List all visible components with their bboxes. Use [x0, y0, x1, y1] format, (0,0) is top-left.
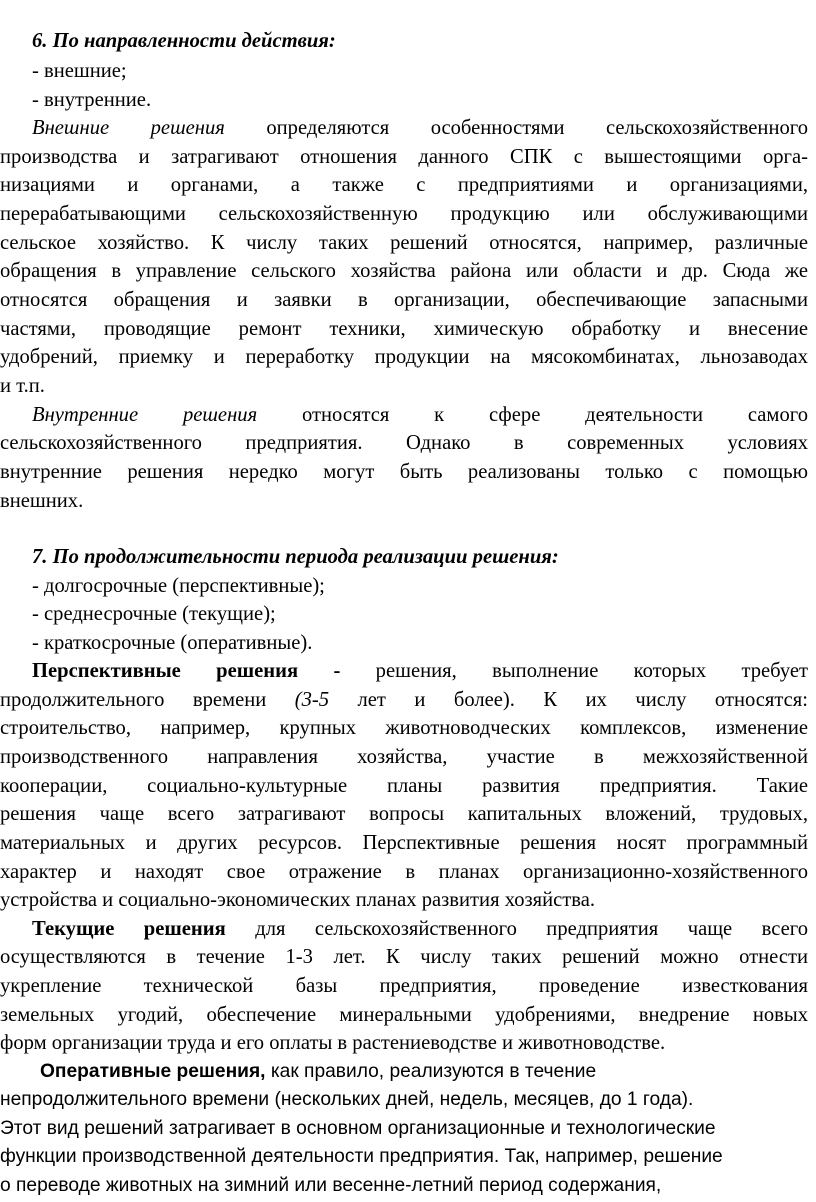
text-line: частями, проводящие ремонт техники, химическую обработку и внесение — [0, 318, 808, 340]
text-line: производственного направления хозяйства, участие в межхозяйственной — [0, 746, 808, 768]
text-line: сельское хозяйство. К числу таких решений относятся, например, различные — [0, 232, 808, 254]
text-line: строительство, например, крупных животноводческих комплексов, изменение — [0, 717, 808, 739]
text-line: внутренние решения нередко могут быть реализованы только с помощью — [0, 461, 808, 483]
term-external-decisions: Внешние решения — [32, 117, 225, 139]
text-span: лет и более). К их числу относятся: — [329, 689, 808, 711]
list-item-short-term: - краткосрочные (оперативные). — [32, 632, 313, 654]
text-span: (3-5 — [294, 689, 330, 711]
text-line: удобрений, приемку и переработку продукции на мясокомбинатах, льнозаводах — [0, 346, 808, 368]
text-line: перерабатывающими сельскохозяйственную продукцию или обслуживающими — [0, 203, 808, 225]
text-line: осуществляются в течение 1-3 лет. К числу таких решений можно отнести — [0, 946, 808, 968]
text-line: сельскохозяйственного предприятия. Однако в современных условиях — [0, 432, 808, 454]
text-line: характер и находят свое отражение в планах организационно-хозяйственного — [0, 861, 808, 883]
text-span: продолжительного времени — [0, 689, 295, 711]
term-current-decisions: Текущие решения — [32, 918, 226, 940]
text-line: земельных угодий, обеспечение минеральными удобрениями, внедрение новых — [0, 1004, 808, 1026]
text-line: и т.п. — [0, 375, 45, 397]
text-line: решения чаще всего затрагивают вопросы капитальных вложений, трудовых, — [0, 803, 808, 825]
text-line: форм организации труда и его оплаты в растениеводстве и животноводстве. — [0, 1032, 666, 1054]
text-line: производства и затрагивают отношения данного СПК с вышестоящими орга- — [0, 146, 808, 168]
text-line: о переводе животных на зимний или весенне-летний период содержания, — [0, 1175, 662, 1196]
list-item-internal: - внутренние. — [32, 89, 152, 111]
text-line: укрепление технической базы предприятия, проведение известкования — [0, 975, 808, 997]
text-line — [0, 655, 808, 687]
list-item-long-term: - долгосрочные (перспективные); — [32, 575, 325, 597]
list-item-mid-term: - среднесрочные (текущие); — [32, 603, 276, 625]
term-long-term-decisions: Перспективные решения - — [32, 660, 341, 682]
text-span: как правило, реализуются в течение — [265, 1061, 597, 1082]
text-line: устройства и социально-экономических планах развития хозяйства. — [0, 889, 596, 911]
term-operational-decisions: Оперативные решения, — [40, 1061, 266, 1082]
text-line: низациями и органами, а также с предприятиями и организациями, — [0, 174, 808, 196]
text-line: функции производственной деятельности предприятия. Так, например, решение — [0, 1146, 723, 1167]
text-line: внешних. — [0, 490, 84, 512]
text-line: непродолжительного времени (нескольких дней, недель, месяцев, до 1 года). — [0, 1089, 694, 1110]
text-line: относятся обращения и заявки в организации, обеспечивающие запасными — [0, 289, 808, 311]
text-line: кооперации, социально-культурные планы развития предприятия. Такие — [0, 775, 808, 797]
text-span: относятся к сфере деятельности самого — [257, 404, 808, 426]
text-line: Этот вид решений затрагивает в основном организационные и технологические — [0, 1118, 716, 1139]
text-line — [0, 112, 808, 144]
text-span: для сельскохозяйственного предприятия чаще всего — [225, 918, 809, 940]
text-line: материальных и других ресурсов. Перспективные решения носят программный — [0, 832, 808, 854]
section-6-heading: 6. По направленности действия: — [32, 30, 336, 52]
text-span: решения, выполнение которых требует — [340, 660, 808, 682]
list-item-external: - внешние; — [32, 60, 127, 82]
text-line: обращения в управление сельского хозяйства района или области и др. Сюда же — [0, 260, 808, 282]
section-7-heading: 7. По продолжительности периода реализации решения: — [32, 546, 559, 568]
text-span: определяются особенностями сельскохозяйственного — [224, 117, 809, 139]
term-internal-decisions: Внутренние решения — [32, 404, 258, 426]
